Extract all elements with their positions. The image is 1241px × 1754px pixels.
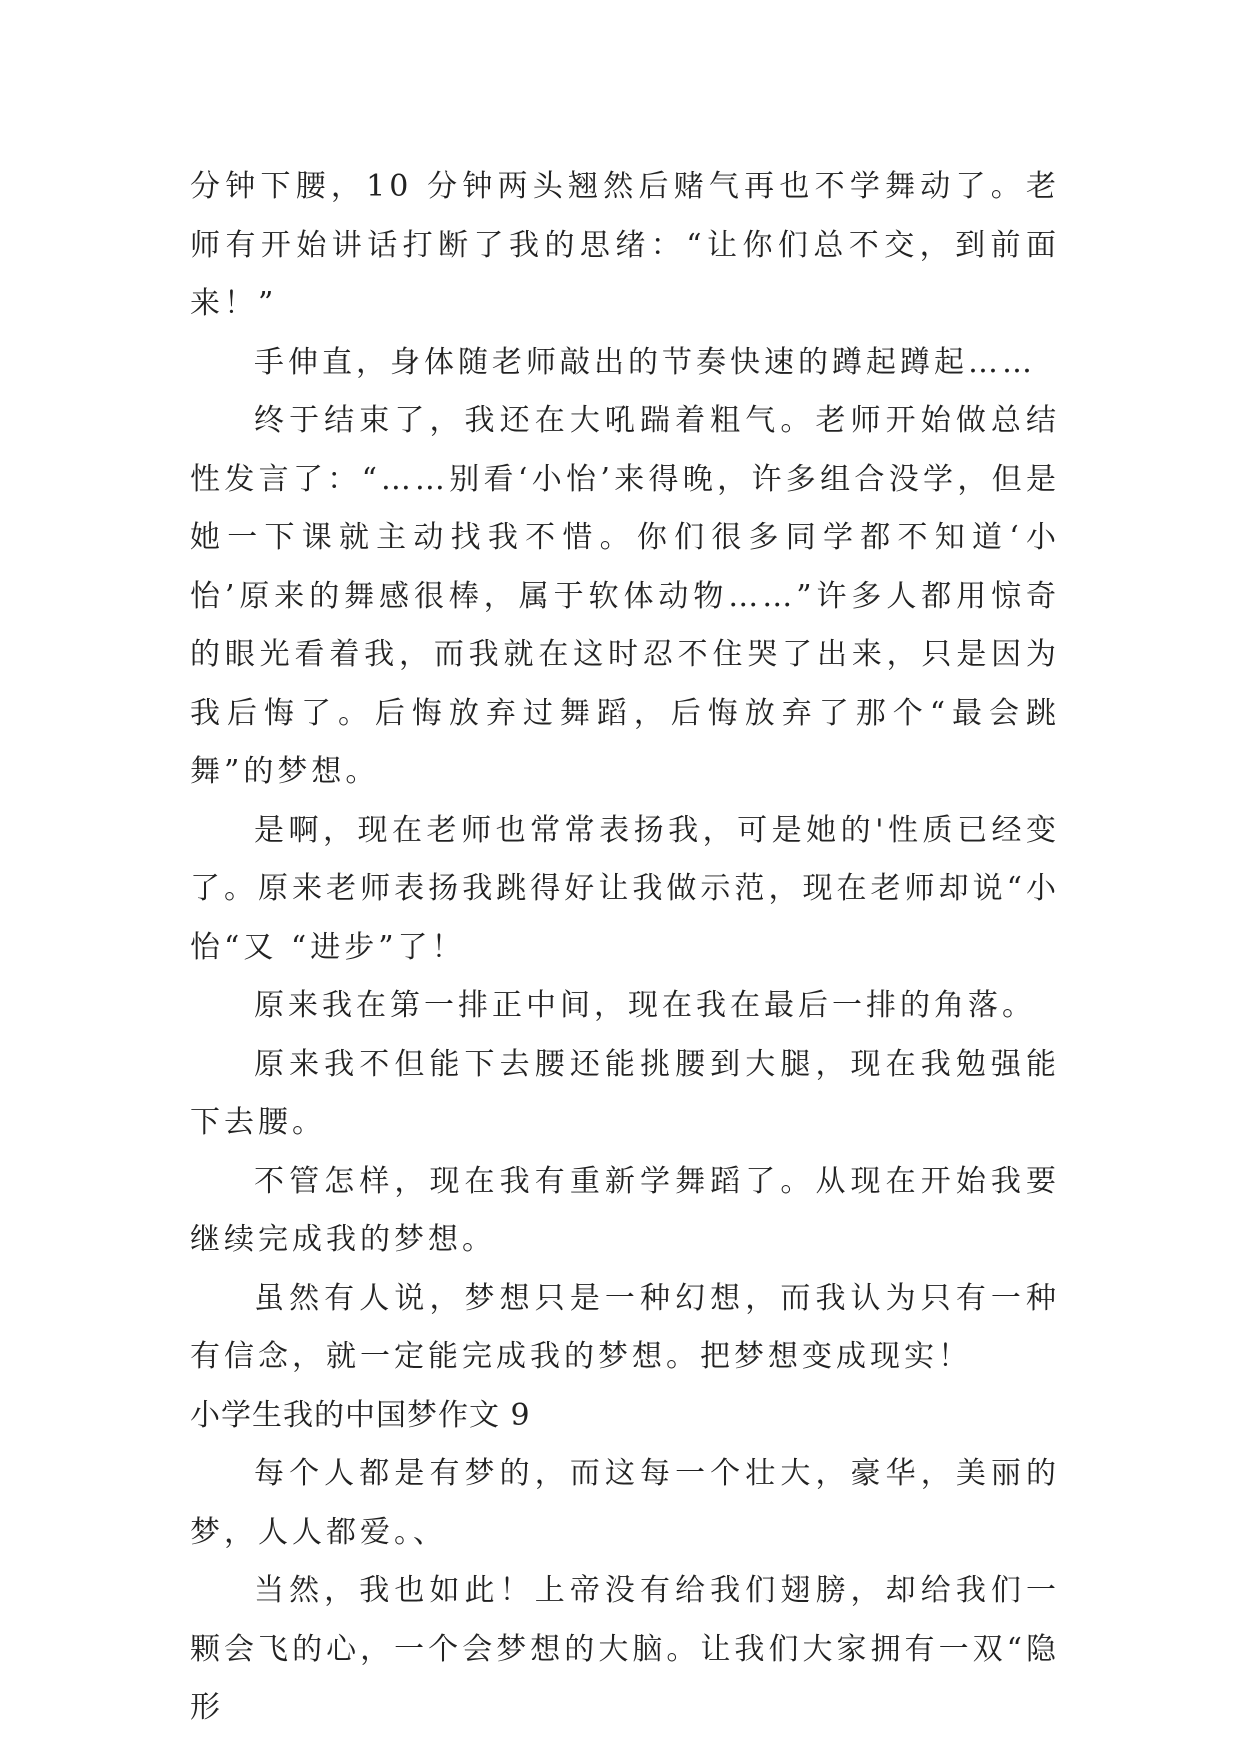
paragraph: 不管怎样，现在我有重新学舞蹈了。从现在开始我要继续完成我的梦想。 — [190, 1163, 1060, 1257]
paragraph: 原来我不但能下去腰还能挑腰到大腿，现在我勉强能下去腰。 — [190, 1046, 1060, 1140]
paragraph: 终于结束了，我还在大吼踹着粗气。老师开始做总结性发言了：“……别看‘小怡’来得晚，许多组合没学，但是她一下课就主动找我不惜。你们很多同学都不知道‘小怡’原来的舞感很棒，属于软体动物……”许多人都用惊奇的眼光看着我，而我就在这时忍不住哭了出来，只是因为我后悔了。后悔放弃过舞蹈，后悔放弃了那个“最会跳舞”的梦想。 — [190, 403, 1060, 789]
paragraph: 分钟下腰，10 分钟两头翘然后赌气再也不学舞动了。老师有开始讲话打断了我的思绪：“让你们总不交，到前面来！” — [190, 169, 1060, 321]
document-body — [190, 158, 1060, 1738]
section-title: 小学生我的中国梦作文 9 — [190, 1397, 531, 1433]
paragraph: 手伸直，身体随老师敲出的节奏快速的蹲起蹲起…… — [254, 344, 1036, 380]
paragraph: 原来我在第一排正中间，现在我在最后一排的角落。 — [254, 988, 1036, 1023]
paragraph: 是啊，现在老师也常常表扬我，可是她的'性质已经变了。原来老师表扬我跳得好让我做示范，现在老师却说“小怡“又 “进步”了！ — [190, 812, 1060, 965]
paragraph: 每个人都是有梦的，而这每一个壮大，豪华，美丽的梦，人人都爱。、 — [190, 1456, 1060, 1550]
paragraph: 当然，我也如此！上帝没有给我们翅膀，却给我们一颗会飞的心，一个会梦想的大脑。让我们大家拥有一双“隐形 — [190, 1573, 1060, 1725]
paragraph: 虽然有人说，梦想只是一种幻想，而我认为只有一种有信念，就一定能完成我的梦想。把梦想变成现实！ — [190, 1280, 1060, 1374]
